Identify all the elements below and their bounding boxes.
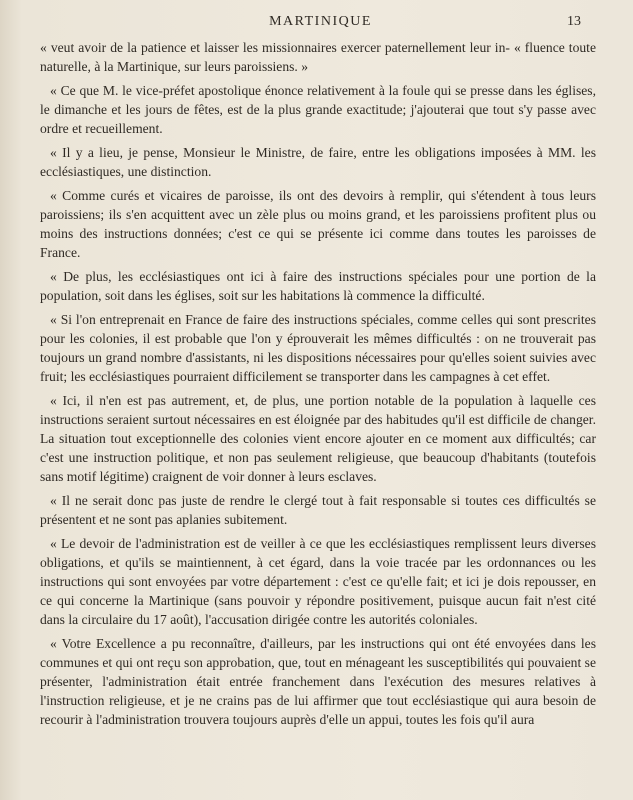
paragraph: « Votre Excellence a pu reconnaître, d'ailleurs, par les instructions qui ont été envoyées dans les communes et qui ont reçu son approbation, que, tout en ménageant les susceptibilités qui pouvaient se présenter, l'administration était entrée franchement dans l'exécution des mesures relatives à l'instruction religieuse, et je ne crains pas de lui affirmer que tout ecclésiastique qui aura besoin de recourir à l'administration trouvera toujours auprès d'elle un appui, toutes les fois qu'il aura: [40, 636, 596, 727]
paragraph: « De plus, les ecclésiastiques ont ici à faire des instructions spéciales pour une portion de la population, soit dans les églises, soit sur les habitations là commence la difficulté.: [40, 269, 596, 303]
paragraph: « Il ne serait donc pas juste de rendre le clergé tout à fait responsable si toutes ces difficultés se présentent et ne sont pas aplanies subitement.: [40, 493, 596, 527]
page-header: [60, 14, 581, 34]
paragraph: « veut avoir de la patience et laisser les missionnaires exercer paternellement leur in- « fluence toute naturelle, à la Martinique, sur leurs paroissiens. »: [40, 40, 596, 74]
paragraph: « Ce que M. le vice-préfet apostolique énonce relativement à la foule qui se presse dans les églises, le dimanche et les jours de fêtes, est de la plus grande exactitude; j'ajouterai que tout s'y passe avec ordre et recueillement.: [40, 83, 596, 136]
paragraph: « Si l'on entreprenait en France de faire des instructions spéciales, comme celles qui sont prescrites pour les colonies, il est probable que l'on y éprouverait les mêmes difficultés : on ne trouverait pas toujours un grand nombre d'assistants, ni les dispositions nécessaires pour qu'elles soient suivies avec fruit; les ecclésiastiques pourraient difficilement se transporter dans les campagnes à cet effet.: [40, 312, 596, 384]
paragraph: « Le devoir de l'administration est de veiller à ce que les ecclésiastiques remplissent leurs diverses obligations, et qu'ils se maintiennent, à cet égard, dans la voie tracée par les ordonnances ou les instructions qui sont envoyées par votre département : c'est ce qu'elle fait; et ici je dois repousser, en ce qui concerne la Martinique (sans pouvoir y répondre positivement, puisque aucun fait n'est cité dans la circulaire du 17 août), l'accusation dirigée contre les autorités coloniales.: [40, 536, 596, 627]
paragraph: « Il y a lieu, je pense, Monsieur le Ministre, de faire, entre les obligations imposées à MM. les ecclésiastiques, une distinction.: [40, 145, 596, 179]
paragraph: « Ici, il n'en est pas autrement, et, de plus, une portion notable de la population à laquelle ces instructions seraient surtout nécessaires en est éloignée par des habitudes qu'il est difficile de changer. La situation tout exceptionnelle des colonies vient encore ajouter en ce moment aux difficultés; car c'est une instruction politique, et non pas seulement religieuse, que beaucoup d'habitants (toutefois sans motif légitime) craignent de voir donner à leurs esclaves.: [40, 393, 596, 484]
running-title: MARTINIQUE: [269, 14, 372, 29]
body-text: [40, 38, 596, 734]
page-number: 13: [567, 14, 581, 29]
paragraph: « Comme curés et vicaires de paroisse, ils ont des devoirs à remplir, qui s'étendent à tous leurs paroissiens; ils s'en acquittent avec un zèle plus ou moins grand, et les paroissiens profitent plus ou moins des instructions données; c'est ce qui se présente ici comme dans toutes les paroisses de France.: [40, 188, 596, 260]
